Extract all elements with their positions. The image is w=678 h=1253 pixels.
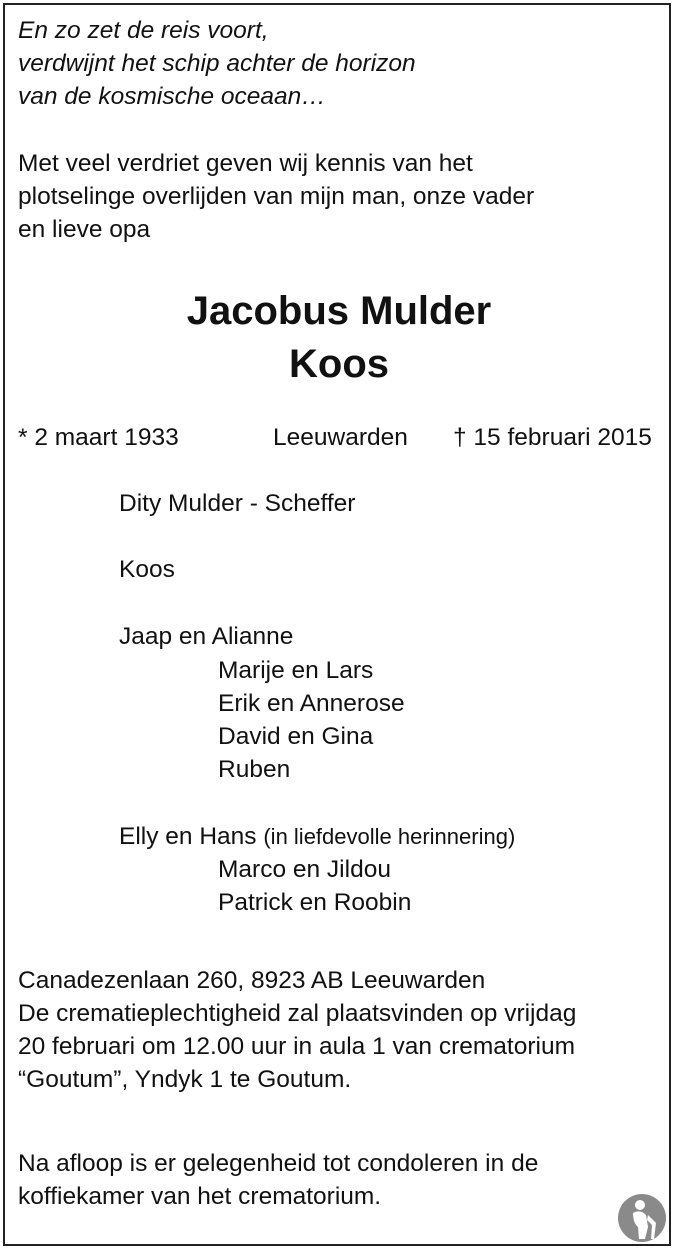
memorial-figure-icon — [617, 1193, 667, 1243]
child-3-note: (in liefdevolle herinnering) — [263, 824, 516, 849]
after-line-2: koffiekamer van het crematorium. — [18, 1183, 382, 1210]
child-3: Elly en Hans — [119, 823, 257, 850]
grandchild: Patrick en Roobin — [218, 889, 412, 916]
grandchild: Ruben — [218, 756, 291, 783]
after-line-1: Na afloop is er gelegenheid tot condoleren in de — [18, 1150, 539, 1177]
child-3-line — [119, 820, 515, 854]
child-1: Koos — [119, 556, 175, 583]
address: Canadezenlaan 260, 8923 AB Leeuwarden — [18, 967, 486, 994]
deceased-name: Jacobus Mulder — [186, 289, 492, 333]
ceremony-line-1: De crematieplechtigheid zal plaatsvinden op vrijdag — [18, 1000, 577, 1027]
grandchild: David en Gina — [218, 723, 374, 750]
grandchild: Marije en Lars — [218, 657, 374, 684]
intro-line-2: plotselinge overlijden van mijn man, onze vader — [18, 183, 535, 210]
poem-line-1: En zo zet de reis voort, — [18, 17, 269, 44]
deceased-nickname: Koos — [289, 342, 389, 386]
grandchild: Erik en Annerose — [218, 690, 405, 717]
spouse: Dity Mulder - Scheffer — [119, 490, 356, 517]
intro-line-3: en lieve opa — [18, 216, 151, 243]
poem-line-3: van de kosmische oceaan… — [18, 83, 326, 110]
death-date: † 15 februari 2015 — [453, 424, 652, 451]
place: Leeuwarden — [273, 424, 408, 451]
birth-date: * 2 maart 1933 — [18, 424, 179, 451]
ceremony-line-3: “Goutum”, Yndyk 1 te Goutum. — [18, 1066, 352, 1093]
grandchild: Marco en Jildou — [218, 856, 391, 883]
poem-line-2: verdwijnt het schip achter de horizon — [18, 50, 416, 77]
child-2: Jaap en Alianne — [119, 623, 294, 650]
intro-line-1: Met veel verdriet geven wij kennis van het — [18, 150, 473, 177]
ceremony-line-2: 20 februari om 12.00 uur in aula 1 van crematorium — [18, 1033, 575, 1060]
